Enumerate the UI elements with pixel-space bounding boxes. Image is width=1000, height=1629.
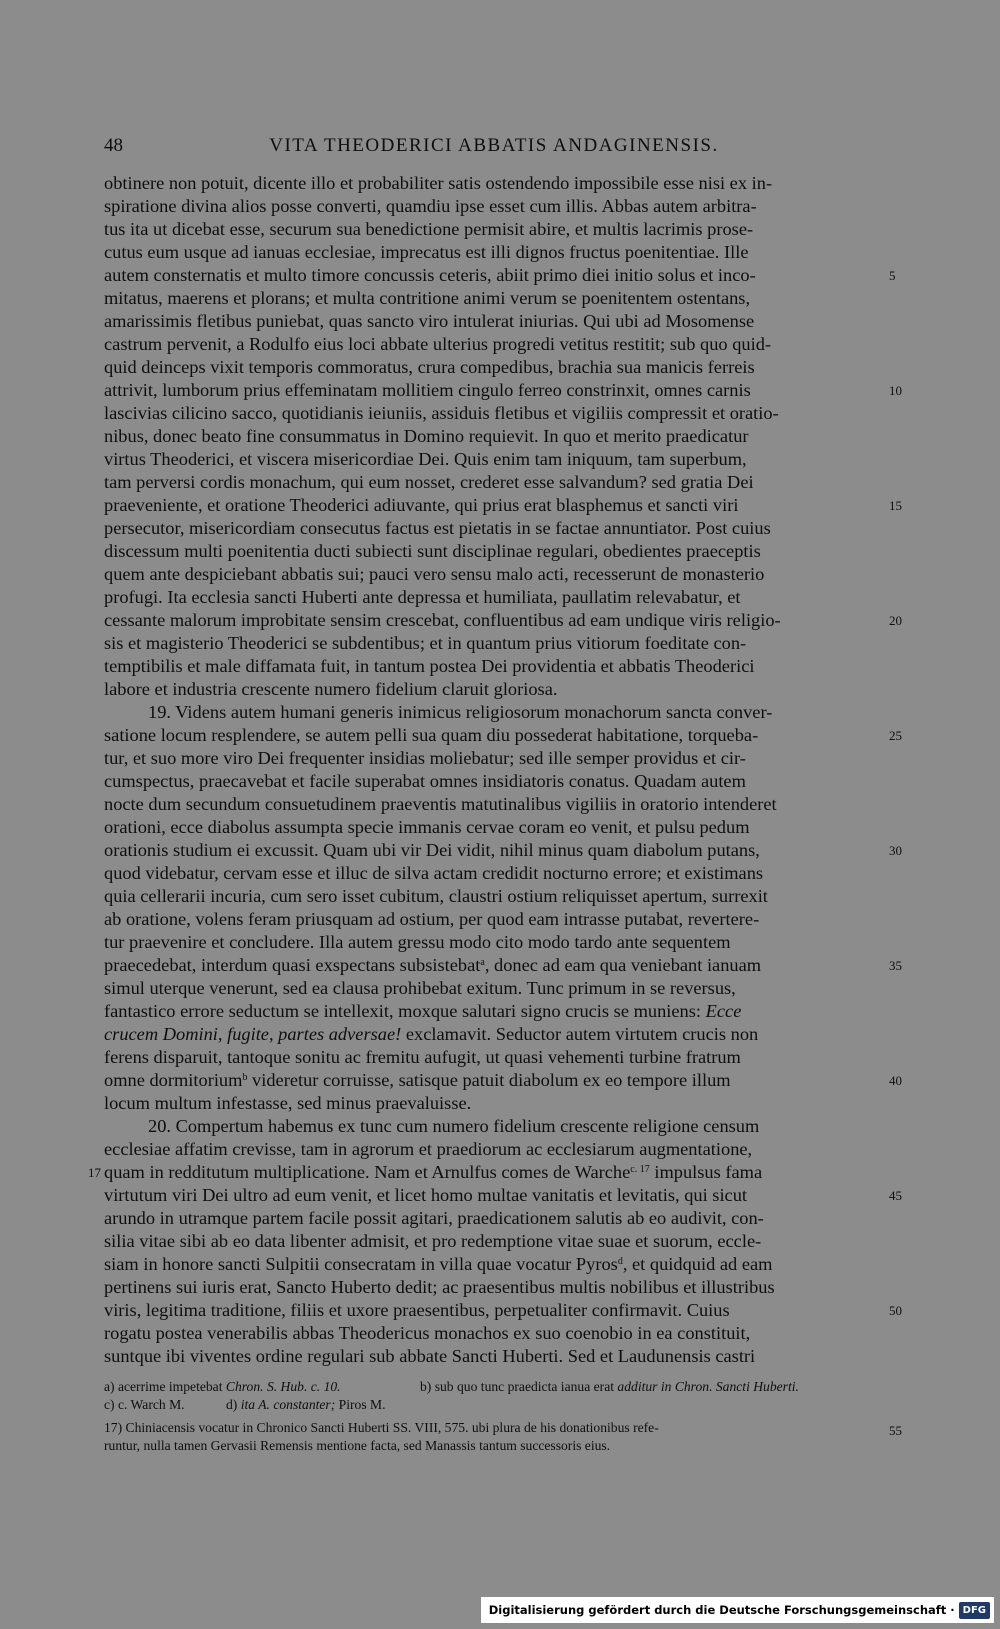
digitization-credit [481,1597,994,1623]
text-segment: videretur corruisse, satisque patuit diabolum ex eo tempore illum [252,1070,731,1090]
text-line: tur praevenire et concludere. Illa autem gressu modo cito modo tardo ante sequentem [104,932,731,952]
text-line: orationis studium ei excussit. Quam ubi vir Dei vidit, nihil minus quam diabolum putans, [104,840,760,860]
footnote-17: 17) Chiniacensis vocatur in Chronico Sancti Huberti SS. VIII, 575. ubi plura de his donationibus refe- [104,1420,659,1435]
footnote-a [104,1378,341,1396]
text-line: cutus eum usque ad ianuas ecclesiae, imprecatus est illi dignos fructus poenitentiae. Ille [104,242,749,262]
page-header [104,135,884,161]
italic-quote: crucem Domini, fugite, partes adversae! [104,1024,402,1044]
text-line [104,954,761,977]
text-line [104,1023,758,1046]
text-line: quia cellerarii incuria, cum sero isset cubitum, claustri ostium reliquisset apertum, surrexit [104,886,768,906]
line-number: 25 [889,728,902,743]
text-line: 19. Videns autem humani generis inimicus religiosorum monachorum sancta conver- [148,702,773,722]
text-line: praeveniente, et oratione Theoderici adiuvante, qui prius erat blasphemus et sancti viri [104,495,739,515]
footnote-text: additur in Chron. Sancti Huberti. [617,1379,799,1394]
text-line: arundo in utramque partem facile possit agitari, praedicationem salutis ab eo audivit, con- [104,1208,764,1228]
text-line: 20. Compertum habemus ex tunc cum numero fidelium crescente religione censum [148,1116,760,1136]
text-line [104,1000,741,1023]
footnote-text: b) sub quo tunc praedicta ianua erat [420,1379,618,1394]
text-line: nibus, donec beato fine consummatus in Domino requievit. In quo et merito praedicatur [104,426,749,446]
text-line: temptibilis et male diffamata fuit, in tantum postea Dei providentia et abbatis Theoderici [104,656,755,676]
text-line: viris, legitima traditione, filiis et uxore praesentibus, perpetualiter confirmavit. Cuius [104,1300,730,1320]
text-line: autem consternatis et multo timore concussis ceteris, abiit primo diei initio solus et inco- [104,265,756,285]
text-line: satione locum resplendere, se autem pelli sua quam diu possederat habitatione, torqueba- [104,725,759,745]
text-line: profugi. Ita ecclesia sancti Huberti ante depressa et humiliata, paullatim relevabatur, et [104,587,741,607]
text-line: quem ante despiciebant abbatis sui; pauci vero sensu malo acti, recesserunt de monasterio [104,564,765,584]
text-line [104,1069,731,1092]
footnote-text: d) [226,1397,241,1412]
footnote-text: ita A. constanter; [240,1397,336,1412]
text-line: tus ita ut dicebat esse, securum sua benedictione permisit abire, et multis lacrimis prose- [104,219,754,239]
text-segment: exclamavit. Seductor autem virtutem crucis non [405,1024,759,1044]
text-line: orationi, ecce diabolus assumpta specie immanis cervae coram eo venit, et pulsu pedum [104,817,750,837]
text-line: silia vitae sibi ab eo data libenter admisit, et pro redemptione vitae suae et suorum, eccle- [104,1231,762,1251]
footnote-ref-a: a [480,957,485,968]
footnote-ref-b: b [242,1072,248,1083]
line-number: 35 [889,958,902,973]
text-segment: fantastico errore seductum se intellexit, moxque salutari signo crucis se muniens: [104,1001,702,1021]
text-line: cessante malorum improbitate sensim crescebat, confluentibus ad eam undique viris religio- [104,610,781,630]
line-number: 55 [889,1423,902,1438]
text-line [104,1253,772,1276]
text-segment: impulsus fama [654,1162,763,1182]
dfg-logo: DFG [959,1602,990,1619]
text-line: rogatu postea venerabilis abbas Theodericus monachos ex suo coenobio in ea constituit, [104,1323,751,1343]
text-line: locum multum infestasse, sed minus praevaluisse. [104,1093,472,1113]
text-line: ecclesiae affatim crevisse, tam in agrorum et praediorum ac ecclesiarum augmentatione, [104,1139,753,1159]
line-number: 15 [889,498,902,513]
text-line: sis et magisterio Theoderici se subdentibus; et in quantum prius vitiorum foeditate con- [104,633,747,653]
text-line: virtus Theoderici, et viscera misericordiae Dei. Quis enim tam iniquum, tam superbum, [104,449,747,469]
text-line: mitatus, maerens et plorans; et multa contritione animi verum se poenitentem ostentans, [104,288,751,308]
text-line [104,1161,762,1184]
text-line: ab oratione, volens feram priusquam ad ostium, per quod eam intrasse putabat, revertere- [104,909,760,929]
footnote-ref-c: c. 17 [630,1164,650,1175]
text-line: cumspectus, praecavebat et facile superabat omnes insidiatoris conatus. Quadam autem [104,771,746,791]
footnote-ref-d: d [617,1256,623,1267]
text-line: nocte dum secundum consuetudinem praeventis matutinalibus vigiliis in oratorio intenderet [104,794,777,814]
text-line: amarissimis fletibus puniebat, quas sancto viro intulerat iniurias. Qui ubi ad Mosomense [104,311,755,331]
line-number: 10 [889,383,902,398]
line-number: 5 [889,268,896,283]
left-margin-note: 17 [88,1165,101,1180]
text-line: suntque ibi viventes ordine regulari sub abbate Sancti Huberti. Sed et Laudunensis castri [104,1346,756,1366]
page-number: 48 [104,135,123,156]
line-number: 30 [889,843,902,858]
footnote-c: c) c. Warch M. [104,1397,185,1412]
text-line: spiratione divina alios posse converti, quamdiu ipse esset cum illis. Abbas autem arbitra- [104,196,757,216]
footnote-text: Chron. S. Hub. c. 10. [225,1379,341,1394]
text-line: tur, et suo more viro Dei frequenter insidias moliebatur; sed ille semper providus et cir- [104,748,746,768]
text-line: attrivit, lumborum prius effeminatam mollitiem cingulo ferreo constrinxit, omnes carnis [104,380,751,400]
text-line: virtutum viri Dei ultro ad eum venit, et licet homo multae vanitatis et levitatis, qui sicut [104,1185,748,1205]
footnote-text: Piros M. [335,1397,386,1412]
text-line: tam perversi cordis monachum, qui eum nosset, crederet esse salvandum? sed gratia Dei [104,472,754,492]
text-segment: siam in honore sancti Sulpitii consecratam in villa quae vocatur Pyros [104,1254,618,1274]
text-line: simul uterque venerunt, sed ea clausa prohibebat exitum. Tunc primum in se reversus, [104,978,736,998]
text-line: labore et industria crescente numero fidelium claruit gloriosa. [104,679,558,699]
italic-quote: Ecce [705,1001,742,1021]
text-segment: omne dormitorium [104,1070,243,1090]
text-line: discessum multi poenitentia ducti subiecti sunt disciplinae regulari, obedientes praeceptis [104,541,761,561]
text-segment: , et quidquid ad eam [622,1254,773,1274]
credit-text: Digitalisierung gefördert durch die Deutsche Forschungsgemeinschaft · [488,1603,955,1617]
text-line: obtinere non potuit, dicente illo et probabiliter satis ostendendo impossibile esse nisi ex in- [104,173,773,193]
running-title: VITA THEODERICI ABBATIS ANDAGINENSIS. [269,135,719,156]
text-segment: , donec ad eam qua veniebant ianuam [484,955,762,975]
footnote-d [226,1396,386,1414]
text-segment: quam in redditutum multiplicatione. Nam et Arnulfus comes de Warche [104,1162,631,1182]
line-number: 45 [889,1188,902,1203]
line-number: 50 [889,1303,902,1318]
text-line: castrum pervenit, a Rodulfo eius loci abbate ulterius progredi vetitus restitit; sub quo quid- [104,334,772,354]
text-line: persecutor, misericordiam consecutus factus est pietatis in se factae annuntiator. Post cuius [104,518,771,538]
footnote-17-continued: runtur, nulla tamen Gervasii Remensis mentione facta, sed Manassis tantum successoris eius. [104,1438,611,1453]
footnote-text: a) acerrime impetebat [104,1379,226,1394]
footnote-b [420,1378,799,1396]
line-number: 40 [889,1073,902,1088]
text-line: quod videbatur, cervam esse et illuc de silva actam credidit nocturno errore; et existimans [104,863,764,883]
line-number: 20 [889,613,902,628]
text-line: ferens disparuit, tantoque sonitu ac fremitu aufugit, ut quasi vehementi turbine fratrum [104,1047,741,1067]
text-line: pertinens sui iuris erat, Sancto Huberto dedit; ac praesentibus multis nobilibus et illustribus [104,1277,775,1297]
text-line: quid deinceps vixit temporis commoratus, crura compedibus, brachia sua manicis ferreis [104,357,755,377]
text-segment: praecedebat, interdum quasi exspectans subsistebat [104,955,481,975]
text-line: lascivias cilicino sacco, quotidianis ieiuniis, assiduis fletibus et vigiliis compressit et oratio- [104,403,779,423]
